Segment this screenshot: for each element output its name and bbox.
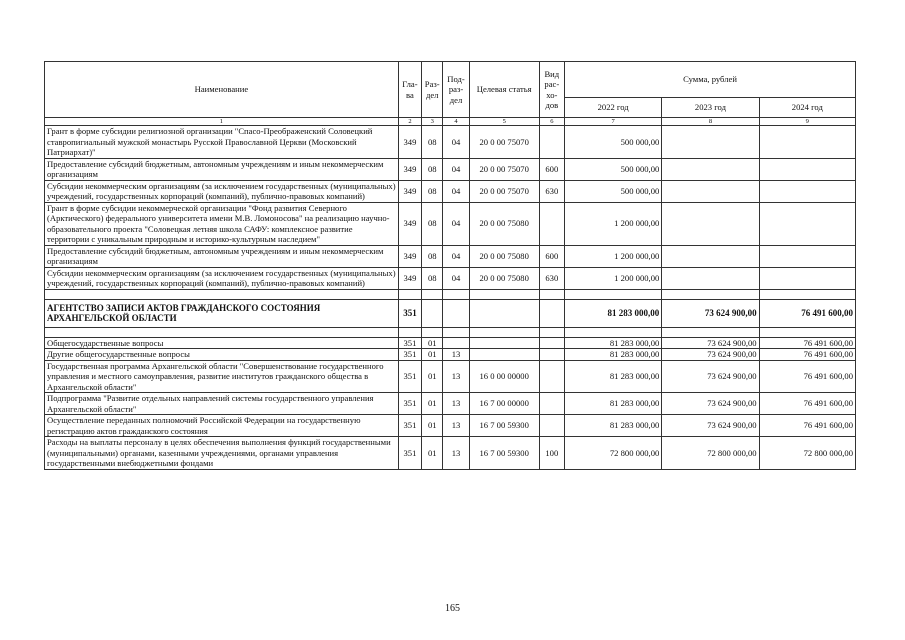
row-name: Субсидии некоммерческим организациям (за исключением государственных (муниципальных) учреждений, государственных корпораций (компаний), публично-правовых компаний) [45,180,399,202]
row-sum-2022: 72 800 000,00 [564,437,661,470]
row-glava: 349 [398,202,421,245]
row-vid [539,415,564,437]
table-row [45,337,856,349]
col-number: 3 [422,118,443,126]
row-vid: 630 [539,267,564,289]
row-tselevaya: 20 0 00 75080 [469,202,539,245]
row-name: Грант в форме субсидии религиозной организации "Спасо-Преображенский Соловецкий ставропигиальный мужской монастырь Русской Православной Церкви (Московский Патриархат)" [45,126,399,159]
row-razdel: 08 [422,180,443,202]
row-tselevaya: 20 0 00 75070 [469,180,539,202]
row-podrazdel: 04 [443,267,469,289]
row-sum-2022: 500 000,00 [564,126,661,159]
row-vid [539,360,564,393]
table-row [45,245,856,267]
row-razdel: 08 [422,202,443,245]
row-tselevaya: 16 7 00 59300 [469,437,539,470]
empty-cell [45,289,399,299]
row-name: Предоставление субсидий бюджетным, автономным учреждениям и иным некоммерческим организациям [45,245,399,267]
table-row [45,415,856,437]
col-number: 9 [759,118,855,126]
row-name: Государственная программа Архангельской области "Совершенствование государственного управления и местного самоуправления, развитие институтов гражданского общества в Архангельской области" [45,360,399,393]
row-podrazdel: 13 [443,437,469,470]
row-razdel: 01 [422,393,443,415]
row-sum-2024: 76 491 600,00 [759,415,855,437]
row-name: Общегосударственные вопросы [45,337,399,349]
row-sum-2024: 72 800 000,00 [759,437,855,470]
empty-cell [422,289,443,299]
row-tselevaya: 16 7 00 59300 [469,415,539,437]
row-sum-2022: 81 283 000,00 [564,415,661,437]
row-sum-2023 [662,267,759,289]
row-glava: 349 [398,245,421,267]
row-podrazdel: 13 [443,349,469,361]
row-sum-2024 [759,158,855,180]
row-razdel: 08 [422,158,443,180]
row-name: Подпрограмма "Развитие отдельных направлений системы государственного управления Архангельской области" [45,393,399,415]
row-sum-2022: 81 283 000,00 [564,393,661,415]
row-sum-2022: 1 200 000,00 [564,267,661,289]
empty-cell [422,327,443,337]
table-row [45,299,856,327]
row-tselevaya: 16 7 00 00000 [469,393,539,415]
table-row [45,393,856,415]
row-podrazdel: 13 [443,360,469,393]
row-tselevaya [469,349,539,361]
row-vid [539,337,564,349]
row-sum-2024 [759,202,855,245]
row-glava: 351 [398,415,421,437]
row-vid: 600 [539,158,564,180]
header-podrazdel: Под-раз-дел [443,62,469,118]
col-number: 5 [469,118,539,126]
header-name: Наименование [45,62,399,118]
blank-row [45,327,856,337]
table-row [45,437,856,470]
row-name: Грант в форме субсидии некоммерческой организации "Фонд развития Северного (Арктического) федерального университета имени М.В. Ломоносова" на реализацию научно-образовательного проекта "Соловецкая летняя школа САФУ: комплексное развитие территории с уникальным природным и историко-культурным наследием" [45,202,399,245]
row-sum-2022: 81 283 000,00 [564,360,661,393]
empty-cell [469,327,539,337]
empty-cell [662,327,759,337]
row-name: АГЕНТСТВО ЗАПИСИ АКТОВ ГРАЖДАНСКОГО СОСТОЯНИЯ АРХАНГЕЛЬСКОЙ ОБЛАСТИ [45,299,399,327]
row-podrazdel: 04 [443,158,469,180]
row-razdel: 01 [422,349,443,361]
row-razdel: 01 [422,360,443,393]
row-sum-2023: 73 624 900,00 [662,349,759,361]
col-number: 4 [443,118,469,126]
row-sum-2024 [759,267,855,289]
table-row [45,267,856,289]
row-glava: 349 [398,126,421,159]
row-sum-2022: 500 000,00 [564,158,661,180]
table-body [45,126,856,470]
row-glava: 351 [398,299,421,327]
empty-cell [443,327,469,337]
row-podrazdel: 04 [443,202,469,245]
header-tselevaya: Целевая статья [469,62,539,118]
header-year-2024: 2024 год [759,98,855,118]
budget-table [44,61,856,470]
row-glava: 351 [398,360,421,393]
header-razdel: Раз-дел [422,62,443,118]
row-sum-2024: 76 491 600,00 [759,349,855,361]
table-row [45,158,856,180]
row-tselevaya: 20 0 00 75070 [469,158,539,180]
row-sum-2024 [759,126,855,159]
row-glava: 349 [398,267,421,289]
header-summa: Сумма, рублей [564,62,855,98]
col-number: 2 [398,118,421,126]
row-name: Другие общегосударственные вопросы [45,349,399,361]
header-year-2022: 2022 год [564,98,661,118]
col-number: 1 [45,118,399,126]
row-podrazdel: 04 [443,180,469,202]
row-sum-2024 [759,245,855,267]
row-name: Субсидии некоммерческим организациям (за исключением государственных (муниципальных) учреждений, государственных корпораций (компаний), публично-правовых компаний) [45,267,399,289]
col-number: 7 [564,118,661,126]
row-vid: 600 [539,245,564,267]
row-sum-2023 [662,126,759,159]
row-tselevaya [469,337,539,349]
row-sum-2024 [759,180,855,202]
row-sum-2022: 500 000,00 [564,180,661,202]
row-sum-2024: 76 491 600,00 [759,393,855,415]
row-tselevaya: 20 0 00 75080 [469,245,539,267]
row-sum-2023 [662,202,759,245]
row-sum-2023 [662,245,759,267]
row-glava: 349 [398,180,421,202]
row-tselevaya: 20 0 00 75080 [469,267,539,289]
row-sum-2022: 1 200 000,00 [564,245,661,267]
row-glava: 349 [398,158,421,180]
row-razdel: 01 [422,415,443,437]
row-sum-2023 [662,158,759,180]
table-row [45,180,856,202]
header-glava: Гла-ва [398,62,421,118]
row-name: Осуществление переданных полномочий Российской Федерации на государственную регистрацию актов гражданского состояния [45,415,399,437]
empty-cell [398,289,421,299]
table-row [45,126,856,159]
row-tselevaya: 16 0 00 00000 [469,360,539,393]
row-sum-2023: 73 624 900,00 [662,337,759,349]
row-name: Расходы на выплаты персоналу в целях обеспечения выполнения функций государственными (муниципальными) органами, казенными учреждениями, органами управления государственными внебюджетными фондами [45,437,399,470]
empty-cell [469,289,539,299]
row-sum-2024: 76 491 600,00 [759,360,855,393]
row-sum-2022: 81 283 000,00 [564,349,661,361]
row-glava: 351 [398,393,421,415]
row-razdel [422,299,443,327]
row-sum-2023: 73 624 900,00 [662,415,759,437]
row-sum-2023: 73 624 900,00 [662,299,759,327]
row-podrazdel: 04 [443,126,469,159]
empty-cell [759,327,855,337]
row-sum-2022: 81 283 000,00 [564,337,661,349]
row-razdel: 08 [422,245,443,267]
empty-cell [398,327,421,337]
empty-cell [443,289,469,299]
row-sum-2022: 81 283 000,00 [564,299,661,327]
table-row [45,360,856,393]
row-podrazdel [443,337,469,349]
row-podrazdel [443,299,469,327]
row-glava: 351 [398,337,421,349]
empty-cell [662,289,759,299]
row-razdel: 08 [422,126,443,159]
row-glava: 351 [398,349,421,361]
row-razdel: 01 [422,337,443,349]
row-sum-2023: 73 624 900,00 [662,393,759,415]
row-vid [539,299,564,327]
row-sum-2023 [662,180,759,202]
row-podrazdel: 13 [443,415,469,437]
row-razdel: 08 [422,267,443,289]
empty-cell [45,327,399,337]
row-name: Предоставление субсидий бюджетным, автономным учреждениям и иным некоммерческим организациям [45,158,399,180]
empty-cell [759,289,855,299]
empty-cell [539,289,564,299]
row-sum-2023: 72 800 000,00 [662,437,759,470]
row-vid: 630 [539,180,564,202]
table-row [45,349,856,361]
row-vid [539,202,564,245]
row-sum-2022: 1 200 000,00 [564,202,661,245]
empty-cell [564,289,661,299]
page-number: 165 [445,603,460,614]
row-tselevaya: 20 0 00 75070 [469,126,539,159]
table-row [45,202,856,245]
header-year-2023: 2023 год [662,98,759,118]
col-number: 6 [539,118,564,126]
col-number: 8 [662,118,759,126]
row-vid: 100 [539,437,564,470]
empty-cell [564,327,661,337]
row-sum-2024: 76 491 600,00 [759,337,855,349]
row-razdel: 01 [422,437,443,470]
row-vid [539,393,564,415]
blank-row [45,289,856,299]
row-vid [539,126,564,159]
row-tselevaya [469,299,539,327]
row-glava: 351 [398,437,421,470]
row-podrazdel: 13 [443,393,469,415]
row-sum-2023: 73 624 900,00 [662,360,759,393]
row-podrazdel: 04 [443,245,469,267]
row-vid [539,349,564,361]
header-vid: Вид рас-хо-дов [539,62,564,118]
empty-cell [539,327,564,337]
row-sum-2024: 76 491 600,00 [759,299,855,327]
